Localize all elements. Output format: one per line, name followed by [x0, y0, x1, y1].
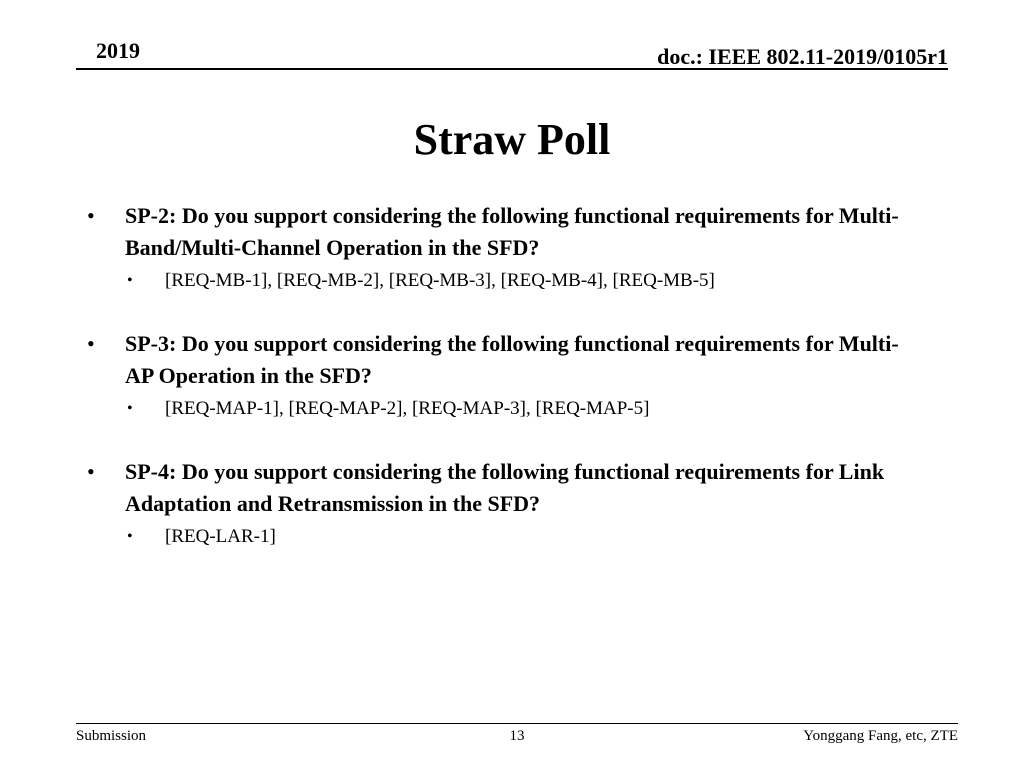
- straw-poll-item: [0, 456, 1024, 550]
- requirement-list: [0, 396, 1024, 422]
- header-doc-id: doc.: IEEE 802.11-2019/0105r1: [657, 44, 948, 69]
- requirement-list: [0, 268, 1024, 294]
- bullet-icon: •: [87, 203, 95, 228]
- straw-poll-question: SP-2: Do you support considering the following functional requirements for Multi-Band/Multi-Channel Operation in the SFD?: [125, 203, 899, 260]
- bullet-icon: •: [87, 459, 95, 484]
- footer-divider: [76, 723, 958, 724]
- footer-submission: Submission: [76, 728, 147, 744]
- bullet-icon: •: [87, 331, 95, 356]
- requirement-list: [0, 524, 1024, 550]
- header-divider: [76, 68, 948, 70]
- straw-poll-item: [0, 328, 1024, 422]
- straw-poll-item: [0, 200, 1024, 294]
- sub-bullet-icon: •: [127, 272, 133, 289]
- requirement-text: [REQ-LAR-1]: [165, 526, 276, 547]
- sub-bullet-icon: •: [127, 400, 133, 417]
- slide-title: Straw Poll: [413, 115, 611, 164]
- requirement-text: [REQ-MAP-1], [REQ-MAP-2], [REQ-MAP-3], [REQ-MAP-5]: [165, 398, 650, 419]
- page-number: 13: [509, 728, 525, 744]
- footer-author: Yonggang Fang, etc, ZTE: [803, 728, 958, 744]
- sub-bullet-icon: •: [127, 528, 133, 545]
- straw-poll-question: SP-4: Do you support considering the following functional requirements for Link Adaptation and Retransmission in the SFD?: [125, 459, 885, 516]
- requirement-text: [REQ-MB-1], [REQ-MB-2], [REQ-MB-3], [REQ-MB-4], [REQ-MB-5]: [165, 270, 715, 291]
- straw-poll-question: SP-3: Do you support considering the following functional requirements for Multi-AP Operation in the SFD?: [125, 331, 899, 388]
- header-date: 2019: [96, 38, 140, 63]
- slide-body: [0, 200, 1024, 584]
